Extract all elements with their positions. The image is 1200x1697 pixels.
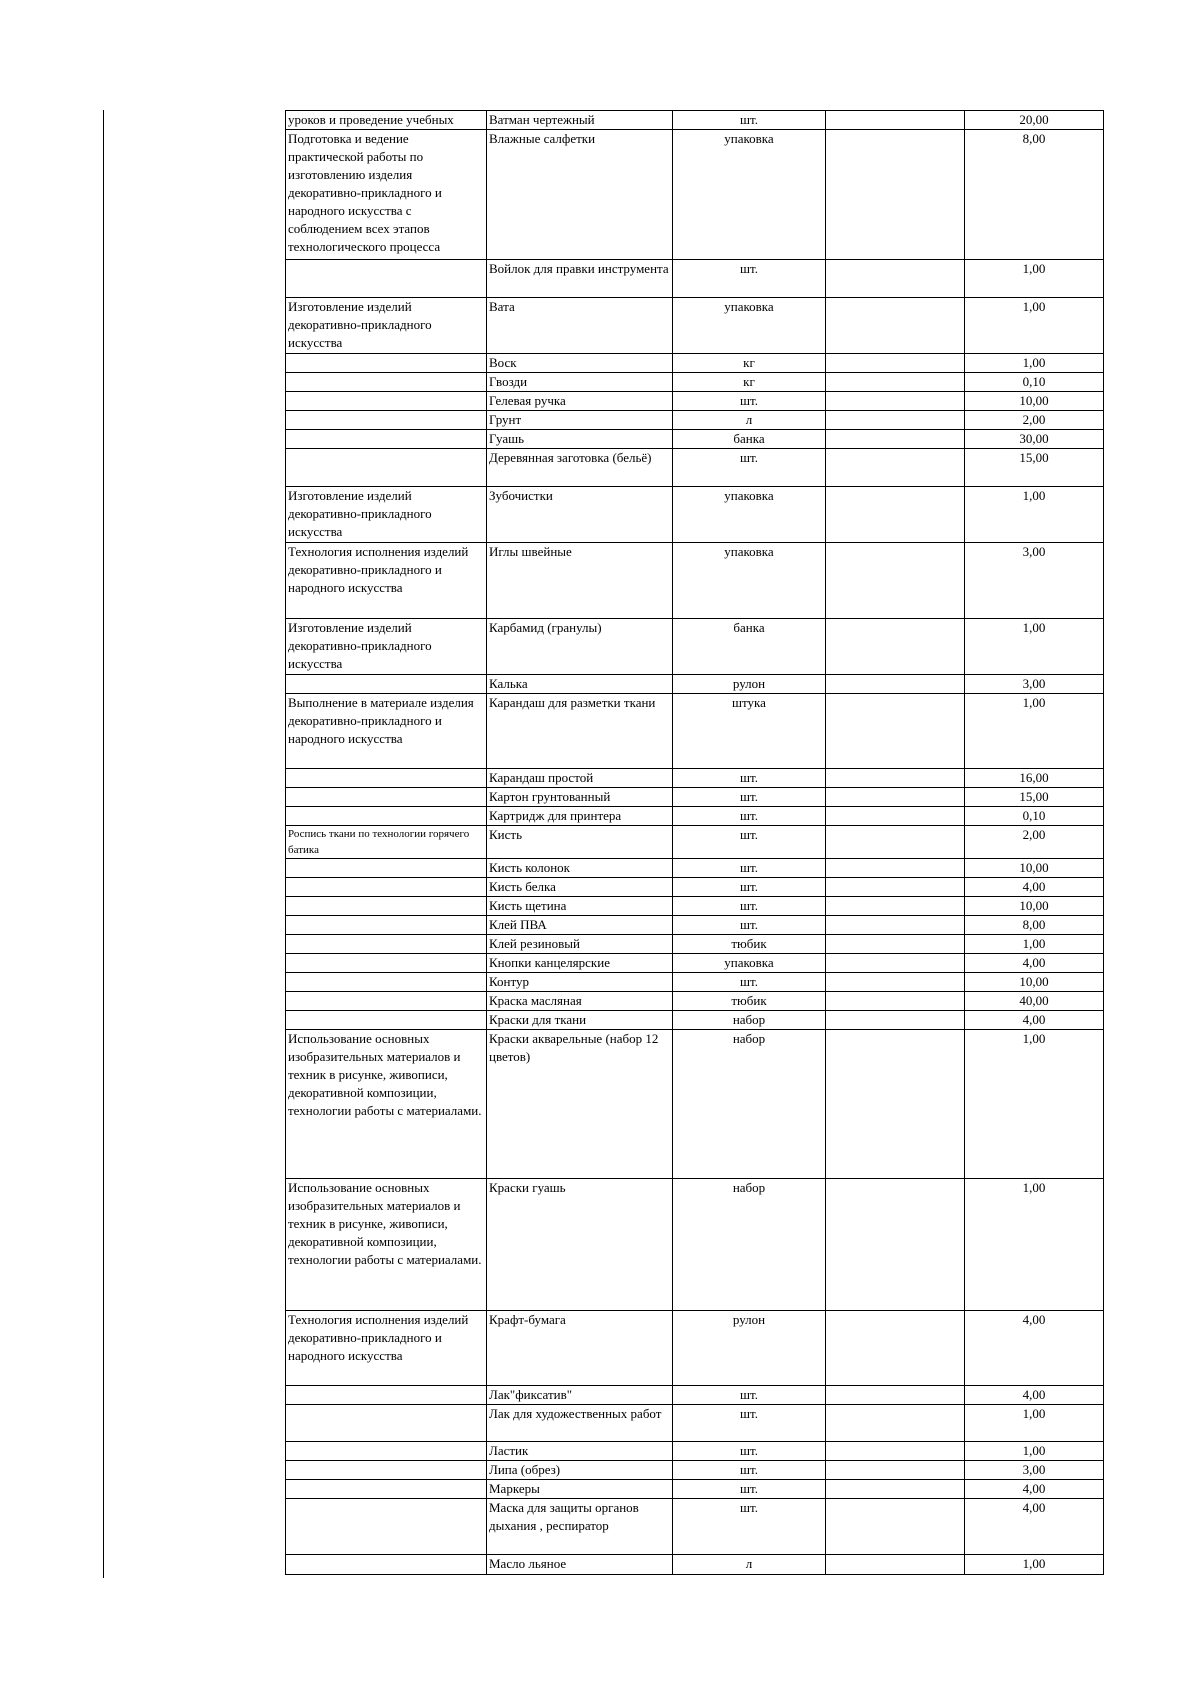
empty-cell — [826, 826, 965, 859]
empty-cell — [826, 859, 965, 878]
material-name-cell: Клей резиновый — [487, 935, 673, 954]
material-name-cell: Воск — [487, 354, 673, 373]
quantity-cell: 1,00 — [965, 694, 1104, 769]
quantity-cell: 1,00 — [965, 935, 1104, 954]
material-name-cell: Маска для защиты органов дыхания , респиратор — [487, 1499, 673, 1555]
unit-cell: шт. — [673, 769, 826, 788]
activity-cell — [286, 1442, 487, 1461]
activity-cell — [286, 675, 487, 694]
quantity-cell: 3,00 — [965, 1461, 1104, 1480]
empty-cell — [826, 130, 965, 260]
unit-cell: шт. — [673, 1499, 826, 1555]
table-row — [286, 354, 1104, 373]
material-name-cell: Войлок для правки инструмента — [487, 260, 673, 298]
unit-cell: шт. — [673, 1386, 826, 1405]
table-row — [286, 1179, 1104, 1311]
unit-cell: шт. — [673, 897, 826, 916]
material-name-cell: Гуашь — [487, 430, 673, 449]
activity-cell — [286, 430, 487, 449]
activity-cell — [286, 973, 487, 992]
activity-cell — [286, 769, 487, 788]
quantity-cell: 15,00 — [965, 449, 1104, 487]
table-row — [286, 430, 1104, 449]
activity-cell — [286, 354, 487, 373]
material-name-cell: Краски акварельные (набор 12 цветов) — [487, 1030, 673, 1179]
material-name-cell: Лак"фиксатив" — [487, 1386, 673, 1405]
quantity-cell: 10,00 — [965, 973, 1104, 992]
empty-cell — [826, 769, 965, 788]
empty-cell — [826, 298, 965, 354]
activity-cell — [286, 1480, 487, 1499]
quantity-cell: 40,00 — [965, 992, 1104, 1011]
table-row — [286, 769, 1104, 788]
activity-cell: Выполнение в материале изделия декоративно-прикладного и народного искусства — [286, 694, 487, 769]
material-name-cell: Кисть колонок — [487, 859, 673, 878]
table-row — [286, 1405, 1104, 1442]
unit-cell: рулон — [673, 1311, 826, 1386]
material-name-cell: Маркеры — [487, 1480, 673, 1499]
unit-cell: тюбик — [673, 992, 826, 1011]
empty-cell — [826, 1386, 965, 1405]
empty-cell — [826, 1179, 965, 1311]
activity-cell: уроков и проведение учебных — [286, 111, 487, 130]
unit-cell: шт. — [673, 826, 826, 859]
quantity-cell: 0,10 — [965, 807, 1104, 826]
unit-cell: шт. — [673, 111, 826, 130]
quantity-cell: 1,00 — [965, 1555, 1104, 1575]
activity-cell — [286, 1386, 487, 1405]
unit-cell: набор — [673, 1011, 826, 1030]
quantity-cell: 3,00 — [965, 675, 1104, 694]
material-name-cell: Контур — [487, 973, 673, 992]
quantity-cell: 1,00 — [965, 619, 1104, 675]
quantity-cell: 8,00 — [965, 130, 1104, 260]
quantity-cell: 1,00 — [965, 1442, 1104, 1461]
activity-cell — [286, 1405, 487, 1442]
material-name-cell: Картон грунтованный — [487, 788, 673, 807]
material-name-cell: Влажные салфетки — [487, 130, 673, 260]
table-row — [286, 788, 1104, 807]
quantity-cell: 4,00 — [965, 1499, 1104, 1555]
table-row — [286, 954, 1104, 973]
empty-cell — [826, 1461, 965, 1480]
activity-cell — [286, 1461, 487, 1480]
quantity-cell: 20,00 — [965, 111, 1104, 130]
material-name-cell: Карандаш простой — [487, 769, 673, 788]
quantity-cell: 8,00 — [965, 916, 1104, 935]
unit-cell: шт. — [673, 973, 826, 992]
empty-cell — [826, 935, 965, 954]
unit-cell: набор — [673, 1030, 826, 1179]
material-name-cell: Лак для художественных работ — [487, 1405, 673, 1442]
quantity-cell: 15,00 — [965, 788, 1104, 807]
quantity-cell: 2,00 — [965, 826, 1104, 859]
unit-cell: шт. — [673, 916, 826, 935]
unit-cell: упаковка — [673, 130, 826, 260]
activity-cell: Использование основных изобразительных материалов и техник в рисунке, живописи, декоративной композиции, технологии работы с материалами. — [286, 1030, 487, 1179]
unit-cell: упаковка — [673, 298, 826, 354]
materials-table — [285, 110, 1104, 1575]
activity-cell — [286, 260, 487, 298]
unit-cell: шт. — [673, 1405, 826, 1442]
empty-cell — [826, 1311, 965, 1386]
material-name-cell: Крафт-бумага — [487, 1311, 673, 1386]
unit-cell: упаковка — [673, 487, 826, 543]
quantity-cell: 1,00 — [965, 260, 1104, 298]
empty-cell — [826, 487, 965, 543]
unit-cell: шт. — [673, 859, 826, 878]
unit-cell: банка — [673, 619, 826, 675]
table-row — [286, 1386, 1104, 1405]
empty-cell — [826, 788, 965, 807]
activity-cell — [286, 788, 487, 807]
activity-cell — [286, 449, 487, 487]
empty-cell — [826, 1499, 965, 1555]
material-name-cell: Гелевая ручка — [487, 392, 673, 411]
material-name-cell: Гвозди — [487, 373, 673, 392]
empty-cell — [826, 260, 965, 298]
quantity-cell: 1,00 — [965, 354, 1104, 373]
quantity-cell: 1,00 — [965, 487, 1104, 543]
quantity-cell: 1,00 — [965, 1030, 1104, 1179]
activity-cell — [286, 916, 487, 935]
quantity-cell: 4,00 — [965, 1480, 1104, 1499]
empty-cell — [826, 449, 965, 487]
activity-cell — [286, 859, 487, 878]
quantity-cell: 1,00 — [965, 1179, 1104, 1311]
materials-table-body — [286, 111, 1104, 1575]
table-row — [286, 826, 1104, 859]
empty-cell — [826, 973, 965, 992]
empty-cell — [826, 897, 965, 916]
empty-cell — [826, 411, 965, 430]
activity-cell: Роспись ткани по технологии горячего батика — [286, 826, 487, 859]
empty-cell — [826, 1030, 965, 1179]
table-row — [286, 1311, 1104, 1386]
quantity-cell: 1,00 — [965, 298, 1104, 354]
material-name-cell: Зубочистки — [487, 487, 673, 543]
activity-cell — [286, 897, 487, 916]
unit-cell: шт. — [673, 1461, 826, 1480]
unit-cell: шт. — [673, 392, 826, 411]
table-row — [286, 807, 1104, 826]
quantity-cell: 10,00 — [965, 897, 1104, 916]
table-row — [286, 111, 1104, 130]
table-row — [286, 543, 1104, 619]
empty-cell — [826, 543, 965, 619]
quantity-cell: 4,00 — [965, 1011, 1104, 1030]
quantity-cell: 10,00 — [965, 859, 1104, 878]
unit-cell: л — [673, 1555, 826, 1575]
empty-cell — [826, 675, 965, 694]
quantity-cell: 4,00 — [965, 954, 1104, 973]
material-name-cell: Кисть щетина — [487, 897, 673, 916]
material-name-cell: Вата — [487, 298, 673, 354]
unit-cell: банка — [673, 430, 826, 449]
material-name-cell: Кисть — [487, 826, 673, 859]
unit-cell: шт. — [673, 1442, 826, 1461]
unit-cell: шт. — [673, 1480, 826, 1499]
empty-cell — [826, 373, 965, 392]
empty-cell — [826, 807, 965, 826]
material-name-cell: Кнопки канцелярские — [487, 954, 673, 973]
unit-cell: тюбик — [673, 935, 826, 954]
activity-cell: Изготовление изделий декоративно-прикладного искусства — [286, 298, 487, 354]
material-name-cell: Деревянная заготовка (бельё) — [487, 449, 673, 487]
empty-cell — [826, 1442, 965, 1461]
unit-cell: кг — [673, 354, 826, 373]
empty-cell — [826, 916, 965, 935]
unit-cell: кг — [673, 373, 826, 392]
empty-cell — [826, 619, 965, 675]
activity-cell — [286, 392, 487, 411]
table-row — [286, 373, 1104, 392]
unit-cell: шт. — [673, 807, 826, 826]
empty-cell — [826, 392, 965, 411]
unit-cell: шт. — [673, 260, 826, 298]
empty-cell — [826, 1555, 965, 1575]
table-row — [286, 694, 1104, 769]
table-row — [286, 897, 1104, 916]
activity-cell — [286, 373, 487, 392]
unit-cell: штука — [673, 694, 826, 769]
material-name-cell: Грунт — [487, 411, 673, 430]
activity-cell: Технология исполнения изделий декоративно-прикладного и народного искусства — [286, 543, 487, 619]
quantity-cell: 0,10 — [965, 373, 1104, 392]
activity-cell: Технология исполнения изделий декоративно-прикладного и народного искусства — [286, 1311, 487, 1386]
material-name-cell: Ластик — [487, 1442, 673, 1461]
empty-cell — [826, 111, 965, 130]
quantity-cell: 1,00 — [965, 1405, 1104, 1442]
activity-cell: Изготовление изделий декоративно-прикладного искусства — [286, 619, 487, 675]
activity-cell — [286, 1499, 487, 1555]
quantity-cell: 10,00 — [965, 392, 1104, 411]
table-row — [286, 487, 1104, 543]
activity-cell — [286, 411, 487, 430]
empty-cell — [826, 694, 965, 769]
activity-cell: Использование основных изобразительных материалов и техник в рисунке, живописи, декоративной композиции, технологии работы с материалами. — [286, 1179, 487, 1311]
table-row — [286, 449, 1104, 487]
material-name-cell: Липа (обрез) — [487, 1461, 673, 1480]
activity-cell — [286, 1011, 487, 1030]
table-row — [286, 675, 1104, 694]
empty-cell — [826, 1405, 965, 1442]
table-row — [286, 916, 1104, 935]
left-margin-line — [103, 110, 104, 1578]
activity-cell — [286, 878, 487, 897]
activity-cell — [286, 992, 487, 1011]
table-row — [286, 130, 1104, 260]
material-name-cell: Клей ПВА — [487, 916, 673, 935]
table-row — [286, 1555, 1104, 1575]
unit-cell: шт. — [673, 449, 826, 487]
activity-cell: Подготовка и ведение практической работы по изготовлению изделия декоративно-прикладного и народного искусства с соблюдением всех этапов технологического процесса — [286, 130, 487, 260]
table-row — [286, 411, 1104, 430]
material-name-cell: Ватман чертежный — [487, 111, 673, 130]
quantity-cell: 2,00 — [965, 411, 1104, 430]
material-name-cell: Иглы швейные — [487, 543, 673, 619]
table-row — [286, 1480, 1104, 1499]
unit-cell: упаковка — [673, 543, 826, 619]
table-row — [286, 1030, 1104, 1179]
material-name-cell: Масло льяное — [487, 1555, 673, 1575]
table-row — [286, 992, 1104, 1011]
unit-cell: шт. — [673, 878, 826, 897]
activity-cell — [286, 935, 487, 954]
empty-cell — [826, 1011, 965, 1030]
material-name-cell: Карбамид (гранулы) — [487, 619, 673, 675]
empty-cell — [826, 354, 965, 373]
table-row — [286, 392, 1104, 411]
table-row — [286, 859, 1104, 878]
table-row — [286, 260, 1104, 298]
empty-cell — [826, 992, 965, 1011]
table-row — [286, 935, 1104, 954]
empty-cell — [826, 878, 965, 897]
quantity-cell: 4,00 — [965, 878, 1104, 897]
table-row — [286, 1461, 1104, 1480]
unit-cell: упаковка — [673, 954, 826, 973]
empty-cell — [826, 954, 965, 973]
unit-cell: рулон — [673, 675, 826, 694]
empty-cell — [826, 430, 965, 449]
material-name-cell: Кисть белка — [487, 878, 673, 897]
material-name-cell: Карандаш для разметки ткани — [487, 694, 673, 769]
empty-cell — [826, 1480, 965, 1499]
quantity-cell: 3,00 — [965, 543, 1104, 619]
material-name-cell: Краски для ткани — [487, 1011, 673, 1030]
unit-cell: шт. — [673, 788, 826, 807]
table-row — [286, 1442, 1104, 1461]
activity-cell — [286, 954, 487, 973]
material-name-cell: Калька — [487, 675, 673, 694]
unit-cell: л — [673, 411, 826, 430]
material-name-cell: Краска масляная — [487, 992, 673, 1011]
quantity-cell: 4,00 — [965, 1386, 1104, 1405]
table-row — [286, 973, 1104, 992]
quantity-cell: 4,00 — [965, 1311, 1104, 1386]
table-row — [286, 619, 1104, 675]
quantity-cell: 16,00 — [965, 769, 1104, 788]
table-row — [286, 298, 1104, 354]
activity-cell — [286, 807, 487, 826]
table-row — [286, 1011, 1104, 1030]
table-row — [286, 878, 1104, 897]
unit-cell: набор — [673, 1179, 826, 1311]
material-name-cell: Краски гуашь — [487, 1179, 673, 1311]
table-row — [286, 1499, 1104, 1555]
activity-cell: Изготовление изделий декоративно-прикладного искусства — [286, 487, 487, 543]
quantity-cell: 30,00 — [965, 430, 1104, 449]
material-name-cell: Картридж для принтера — [487, 807, 673, 826]
activity-cell — [286, 1555, 487, 1575]
